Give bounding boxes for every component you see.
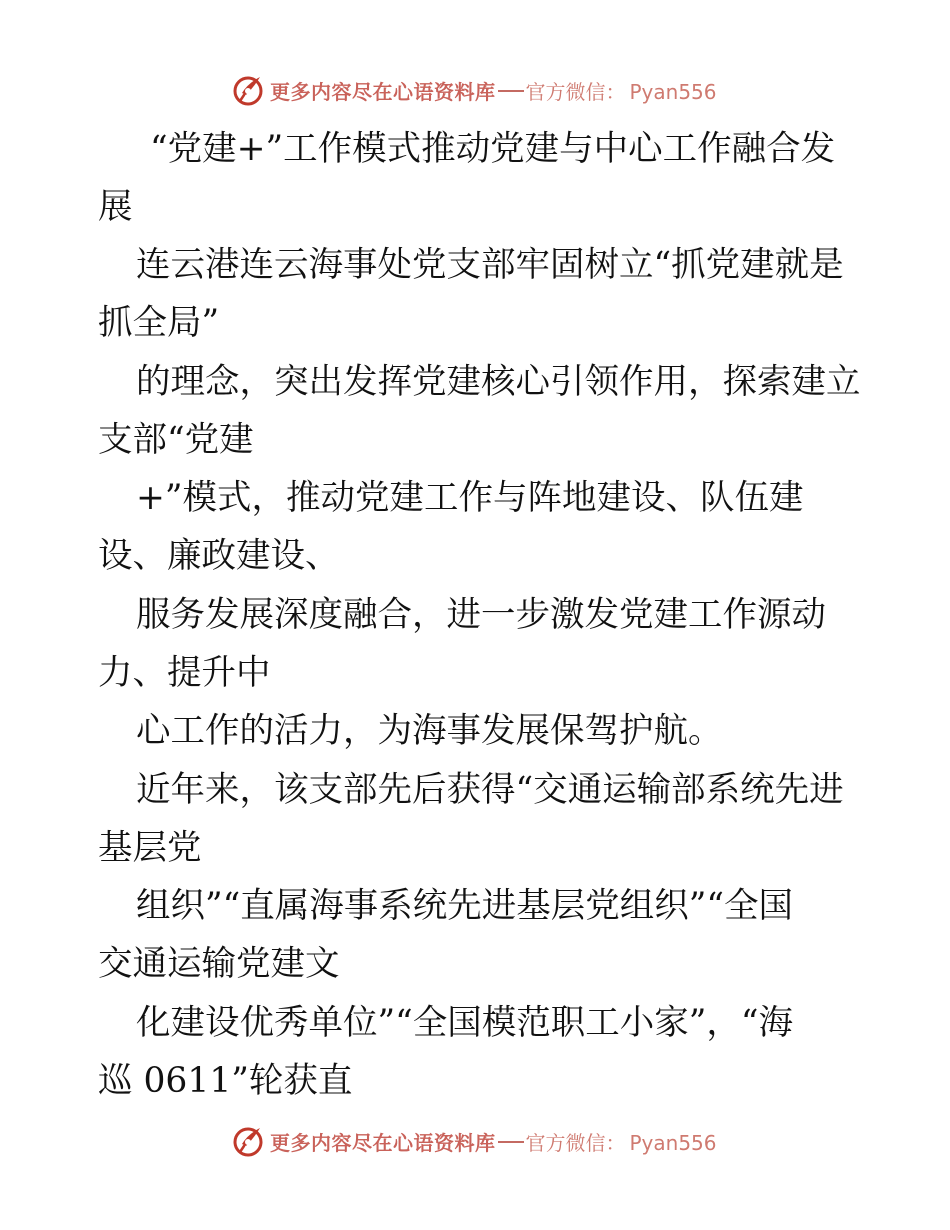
quill-seal-logo-icon: [232, 73, 266, 107]
paragraph-line: 近年来，该支部先后获得“交通运输部系统先进: [136, 770, 844, 810]
title-line-continued: 展: [98, 187, 133, 227]
title-line: “党建+”工作模式推动党建与中心工作融合发: [150, 129, 836, 169]
paragraph-line: +”模式，推动党建工作与阵地建设、队伍建: [136, 478, 804, 518]
paragraph-line: 交通运输党建文: [98, 944, 340, 984]
watermark-wechat-label: 官方微信：: [525, 1130, 626, 1155]
paragraph-line: 设、廉政建设、: [98, 536, 340, 576]
watermark-sub: [526, 76, 717, 105]
paragraph-line: 支部“党建: [98, 420, 254, 460]
paragraph-line: 组织”“直属海事系统先进基层党组织”“全国: [136, 886, 794, 926]
watermark-sub: [526, 1127, 717, 1156]
watermark-main-text: 更多内容尽在心语资料库: [270, 1130, 496, 1155]
paragraph-line: 抓全局”: [98, 303, 220, 343]
paragraph-line: 服务发展深度融合，进一步激发党建工作源动: [136, 595, 826, 635]
watermark-main-text: 更多内容尽在心语资料库: [270, 79, 496, 104]
watermark-wechat-id: Pyan556: [629, 79, 717, 104]
header-watermark: [232, 73, 717, 107]
paragraph-line: 的理念，突出发挥党建核心引领作用，探索建立: [136, 362, 861, 402]
paragraph-line: 力、提升中: [98, 653, 271, 693]
watermark-dash: [498, 90, 524, 92]
paragraph-line: 巡 0611”轮获直: [98, 1061, 353, 1101]
footer-watermark: [232, 1124, 717, 1158]
watermark-wechat-label: 官方微信：: [525, 79, 626, 104]
paragraph-line: 基层党: [98, 828, 202, 868]
watermark-wechat-id: Pyan556: [629, 1130, 717, 1155]
paragraph-line: 化建设优秀单位”“全国模范职工小家”，“海: [136, 1003, 794, 1043]
paragraph-line: 连云港连云海事处党支部牢固树立“抓党建就是: [136, 245, 844, 285]
watermark-dash: [498, 1141, 524, 1143]
paragraph-line: 心工作的活力，为海事发展保驾护航。: [136, 711, 723, 751]
quill-seal-logo-icon: [232, 1124, 266, 1158]
